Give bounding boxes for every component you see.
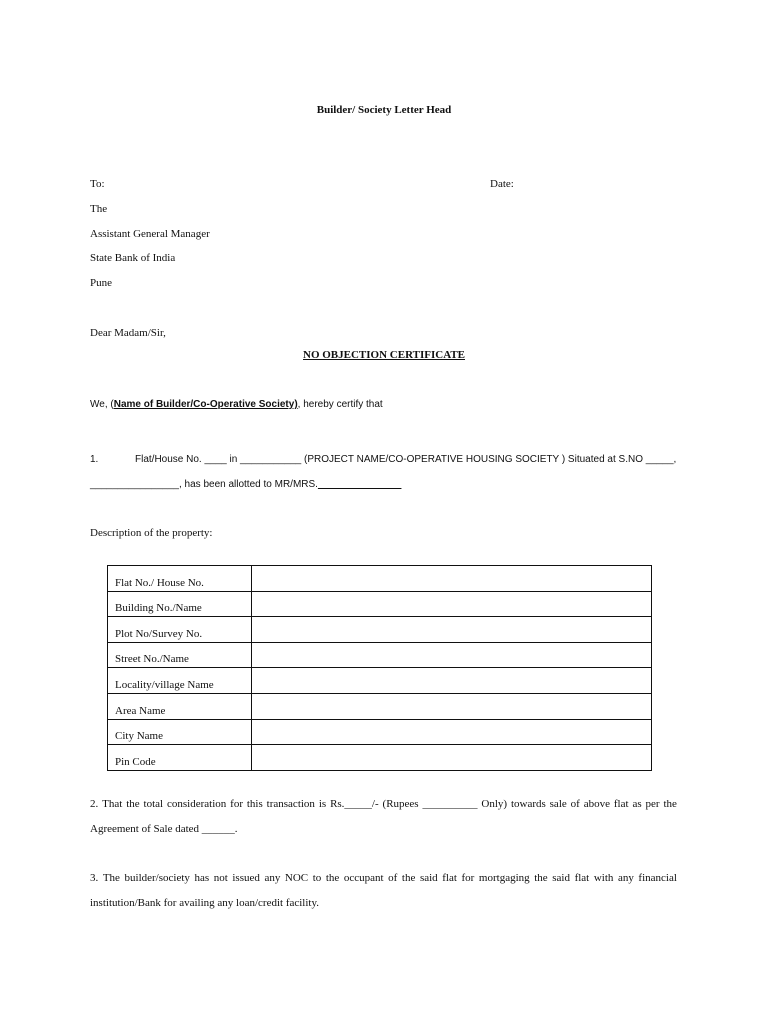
para2-line1 [90, 798, 677, 810]
property-field-label: Building No./Name [108, 591, 252, 617]
word: not [213, 872, 228, 884]
word: That [102, 798, 123, 810]
word: occupant [343, 872, 384, 884]
table-row [108, 693, 652, 719]
recipient-city: Pune [90, 277, 112, 289]
word: Only) [481, 798, 508, 810]
certify-suffix: , hereby certify that [297, 399, 383, 410]
letterhead-heading: Builder/ Society Letter Head [316, 104, 452, 116]
word: mortgaging [478, 872, 530, 884]
word: __________ [422, 798, 478, 810]
word: above [583, 798, 610, 810]
word: NOC [284, 872, 309, 884]
property-field-label: City Name [108, 719, 252, 745]
recipient-designation: Assistant General Manager [90, 228, 210, 240]
table-row [108, 719, 652, 745]
allottee-blank: _______________ [317, 479, 402, 490]
word: 2. [90, 798, 99, 810]
word: of [388, 872, 398, 884]
salutation: Dear Madam/Sir, [90, 327, 166, 339]
property-field-label: Locality/village Name [108, 668, 252, 694]
word: has [194, 872, 210, 884]
word: per [645, 798, 660, 810]
property-field-value [252, 617, 652, 643]
property-field-label: Area Name [108, 693, 252, 719]
date-label: Date: [490, 178, 514, 190]
word: this [246, 798, 263, 810]
word: transaction [266, 798, 315, 810]
property-field-label: Street No./Name [108, 642, 252, 668]
word: said [419, 872, 438, 884]
to-label: To: [90, 178, 105, 190]
builder-name-placeholder: Name of Builder/Co-Operative Society) [113, 399, 298, 410]
word: issued [232, 872, 260, 884]
word: for [230, 798, 243, 810]
word: The [102, 872, 120, 884]
word: to [312, 872, 322, 884]
property-field-label: Pin Code [108, 745, 252, 771]
word: total [143, 798, 164, 810]
certify-prefix: We, ( [90, 399, 114, 410]
table-row [108, 745, 652, 771]
word: the [401, 872, 416, 884]
item1-number: 1. [90, 454, 99, 465]
word: the [663, 798, 677, 810]
property-field-label: Flat No./ House No. [108, 566, 252, 592]
word: flat [613, 798, 629, 810]
property-field-label: Plot No/Survey No. [108, 617, 252, 643]
property-field-value [252, 668, 652, 694]
word: is [318, 798, 327, 810]
word: any [617, 872, 634, 884]
word: flat [442, 872, 457, 884]
word: towards [510, 798, 546, 810]
word: any [264, 872, 281, 884]
table-row [108, 591, 652, 617]
table-row [108, 668, 652, 694]
word: the [126, 798, 140, 810]
word: sale [549, 798, 567, 810]
certify-statement [90, 399, 383, 410]
word: with [593, 872, 614, 884]
word: flat [574, 872, 590, 884]
table-row [108, 642, 652, 668]
word: (Rupees [382, 798, 419, 810]
word: the [325, 872, 340, 884]
para3-line2: institution/Bank for availing any loan/credit facility. [90, 897, 320, 909]
word: as [632, 798, 642, 810]
item1-line2 [90, 479, 401, 490]
word: for [461, 872, 475, 884]
document-title: NO OBJECTION CERTIFICATE [303, 349, 465, 361]
table-row [108, 617, 652, 643]
property-field-value [252, 745, 652, 771]
word: Rs._____/- [330, 798, 379, 810]
property-field-value [252, 693, 652, 719]
description-heading: Description of the property: [90, 527, 213, 539]
word: said [552, 872, 570, 884]
table-row [108, 566, 652, 592]
word: builder/society [124, 872, 190, 884]
word: financial [638, 872, 677, 884]
item1-line1: Flat/House No. ____ in ___________ (PROJECT NAME/CO-OPERATIVE HOUSING SOCIETY ) Situated at S.NO _____, [135, 454, 677, 465]
word: 3. [90, 872, 99, 884]
recipient-the: The [90, 203, 108, 215]
property-field-value [252, 566, 652, 592]
item1-line2-text: ________________, has been allotted to MR/MRS. [90, 479, 318, 490]
para2-line2: Agreement of Sale dated ______. [90, 823, 238, 835]
para3-line1 [90, 872, 677, 884]
word: the [534, 872, 548, 884]
property-field-value [252, 719, 652, 745]
word: of [570, 798, 580, 810]
word: consideration [167, 798, 227, 810]
property-field-value [252, 591, 652, 617]
property-table [107, 565, 652, 771]
property-field-value [252, 642, 652, 668]
recipient-bank: State Bank of India [90, 252, 176, 264]
